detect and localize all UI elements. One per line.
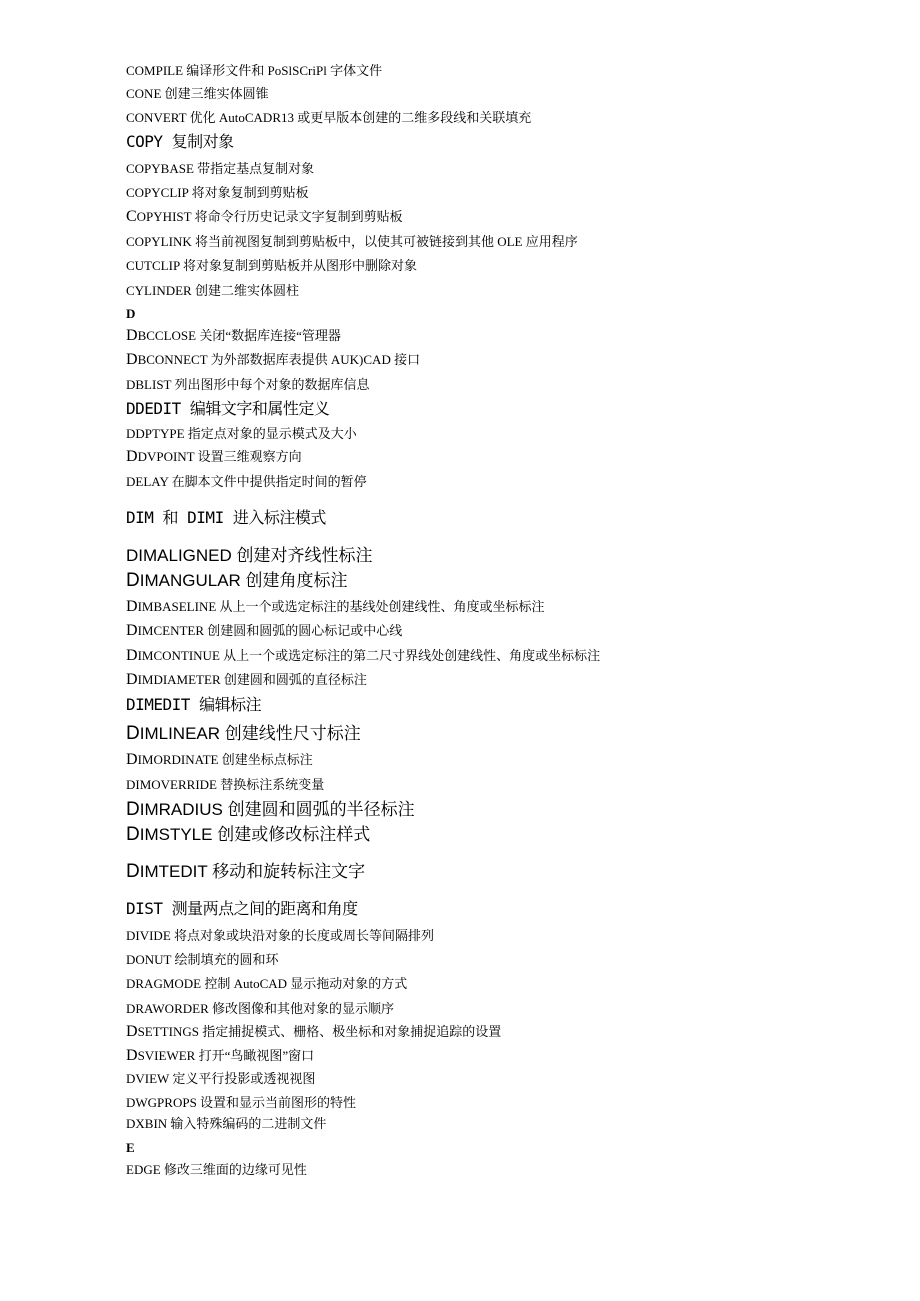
entry-rest: IMCONTINUE 从上一个或选定标注的第二尺寸界线处创建线性、角度或坐标标注	[137, 648, 601, 663]
entry-initial: D	[126, 1047, 138, 1064]
entry-edge: EDGE 修改三维面的边缘可见性	[126, 1162, 307, 1177]
entry-copylink: COPYLINK 将当前视图复制到剪贴板中，以使其可被链接到其他 OLE 应用程序	[126, 234, 578, 249]
entry-convert: CONVERT 优化 AutoCADR13 或更早版本创建的二维多段线和关联填充	[126, 110, 532, 125]
entry-copy: COPY 复制对象	[126, 132, 234, 151]
entry-initial: D	[126, 824, 140, 845]
entry-dist: DIST 测量两点之间的距离和角度	[126, 899, 358, 918]
entry-initial: D	[126, 598, 138, 615]
entry-initial: C	[126, 208, 137, 225]
entry-rest: IMRADIUS 创建圆和圆弧的半径标注	[139, 800, 415, 819]
entry-dxbin: DXBIN 输入特殊编码的二进制文件	[126, 1116, 327, 1131]
entry-copyclip: COPYCLIP 将对象复制到剪贴板	[126, 185, 309, 200]
entry-ddptype: DDPTYPE 指定点对象的显示模式及大小	[126, 426, 357, 441]
entry-rest: IMBASELINE 从上一个或选定标注的基线处创建线性、角度或坐标标注	[137, 599, 545, 614]
entry-rest: SVIEWER 打开“鸟瞰视图”窗口	[137, 1048, 315, 1063]
entry-initial: D	[126, 351, 138, 368]
entry-cone: CONE 创建三维实体圆锥	[126, 86, 269, 101]
entry-rest: IMSTYLE 创建或修改标注样式	[139, 825, 371, 844]
entry-divide: DIVIDE 将点对象或块沿对象的长度或周长等间隔排列	[126, 928, 435, 943]
entry-initial: D	[126, 799, 140, 820]
entry-dimaligned: DIMALIGNED 创建对齐线性标注	[126, 546, 373, 565]
entry-dimtedit	[126, 862, 365, 881]
entry-initial: D	[126, 861, 140, 882]
entry-dimcenter	[126, 623, 402, 639]
entry-dimordinate	[126, 752, 313, 768]
entry-rest: SETTINGS 指定捕捉模式、栅格、极坐标和对象捕捉追踪的设置	[137, 1024, 502, 1039]
entry-dimstyle	[126, 825, 370, 844]
entry-initial: D	[126, 570, 140, 591]
entry-dimcontinue	[126, 648, 600, 664]
entry-copybase: COPYBASE 带指定基点复制对象	[126, 161, 315, 176]
entry-initial: D	[126, 671, 138, 688]
entry-rest: IMTEDIT 移动和旋转标注文字	[139, 862, 366, 881]
entry-dsviewer	[126, 1048, 314, 1064]
entry-dblist: DBLIST 列出图形中每个对象的数据库信息	[126, 377, 370, 392]
entry-dimradius	[126, 800, 415, 819]
section-heading-d: D	[126, 306, 136, 321]
entry-dsettings	[126, 1024, 501, 1040]
entry-rest: IMLINEAR 创建线性尺寸标注	[139, 724, 361, 743]
entry-dragmode: DRAGMODE 控制 AutoCAD 显示拖动对象的方式	[126, 976, 408, 991]
entry-initial: D	[126, 647, 138, 664]
section-heading-e: E	[126, 1140, 135, 1155]
entry-rest: BCONNECT 为外部数据库表提供 AUK)CAD 接口	[137, 352, 421, 367]
entry-dimoverride: DIMOVERRIDE 替换标注系统变量	[126, 777, 325, 792]
entry-draworder: DRAWORDER 修改图像和其他对象的显示顺序	[126, 1001, 394, 1016]
entry-dimbaseline	[126, 599, 545, 615]
entry-initial: D	[126, 448, 138, 465]
entry-initial: D	[126, 751, 138, 768]
entry-dimangular	[126, 571, 348, 590]
entry-rest: IMCENTER 创建圆和圆弧的圆心标记或中心线	[137, 623, 403, 638]
entry-rest: OPYHIST 将命令行历史记录文字复制到剪贴板	[136, 209, 403, 224]
entry-cylinder: CYLINDER 创建二维实体圆柱	[126, 283, 299, 298]
entry-dwgprops: DWGPROPS 设置和显示当前图形的特性	[126, 1095, 357, 1110]
entry-initial: D	[126, 723, 140, 744]
entry-ddedit: DDEDIT 编辑文字和属性定义	[126, 399, 330, 418]
entry-dim: DIM 和 DIMI 进入标注模式	[126, 508, 326, 527]
entry-initial: D	[126, 622, 138, 639]
entry-copyhist	[126, 209, 403, 225]
entry-delay: DELAY 在脚本文件中提供指定时间的暂停	[126, 474, 367, 489]
entry-dimdiameter	[126, 672, 367, 688]
entry-initial: D	[126, 327, 138, 344]
entry-compile: COMPILE 编译形文件和 PoSlSCriPl 字体文件	[126, 63, 383, 78]
entry-rest: BCCLOSE 关闭“数据库连接“管理器	[137, 328, 341, 343]
entry-rest: DVPOINT 设置三维观察方向	[137, 449, 302, 464]
entry-dimlinear	[126, 724, 361, 743]
entry-dbconnect	[126, 352, 420, 368]
entry-dimedit: DIMEDIT 编辑标注	[126, 695, 262, 714]
entry-rest: IMANGULAR 创建角度标注	[139, 571, 348, 590]
entry-ddvpoint	[126, 449, 302, 465]
entry-dview: DVIEW 定义平行投影或透视视图	[126, 1071, 316, 1086]
entry-rest: IMORDINATE 创建坐标点标注	[137, 752, 313, 767]
entry-rest: IMDIAMETER 创建圆和圆弧的直径标注	[137, 672, 367, 687]
entry-dbcclose	[126, 328, 341, 344]
entry-initial: D	[126, 1023, 138, 1040]
entry-cutclip: CUTCLIP 将对象复制到剪贴板并从图形中删除对象	[126, 258, 417, 273]
entry-donut: DONUT 绘制填充的圆和环	[126, 952, 279, 967]
